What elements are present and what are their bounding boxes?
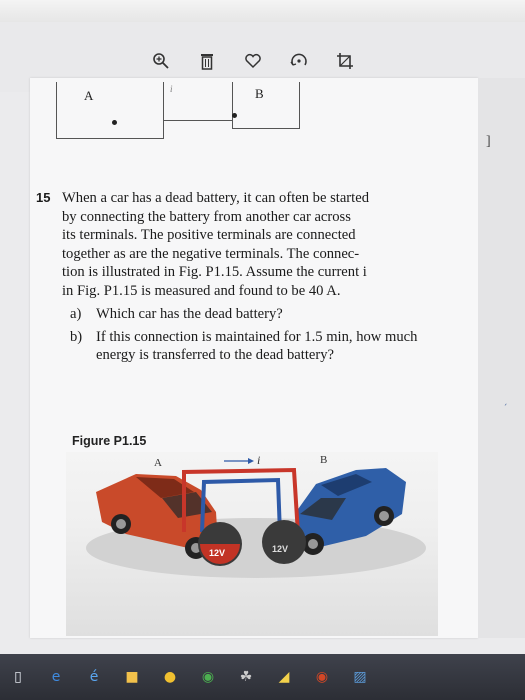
stray-mark: ´	[503, 404, 508, 414]
terminal-dot-a	[112, 120, 117, 125]
powerpoint-icon[interactable]: ◉	[315, 669, 329, 685]
terminal-dot-b	[232, 113, 237, 118]
question-text: If this connection is maintained for 1.5 min, how much energy is transferred to the dead battery?	[96, 328, 418, 363]
text-line: its terminals. The positive terminals are connected	[62, 227, 356, 243]
label-b: B	[255, 86, 264, 101]
question-label: b)	[70, 328, 83, 345]
problem-text	[62, 189, 441, 300]
zoom-in-icon[interactable]	[150, 50, 172, 72]
jump-start-illustration	[66, 452, 438, 636]
app-icon[interactable]: ●	[163, 669, 177, 685]
problem-1-15	[36, 189, 441, 369]
figure-illustration	[66, 452, 438, 636]
battery-right	[262, 520, 306, 564]
questions	[36, 305, 441, 365]
question-text: Which car has the dead battery?	[96, 306, 283, 322]
battery-left-label: 12V	[209, 548, 226, 558]
previous-figure	[52, 82, 302, 142]
crop-icon[interactable]	[334, 50, 356, 72]
current-label: i	[257, 453, 261, 467]
delete-icon[interactable]	[196, 50, 218, 72]
text-line: in Fig. P1.15 is measured and found to be 40 A.	[62, 282, 341, 299]
file-explorer-icon[interactable]: ■	[125, 669, 139, 685]
car-b-label: B	[320, 454, 328, 466]
page-edge-bracket: ]	[486, 134, 491, 149]
ie-icon[interactable]: é	[89, 669, 99, 685]
text-line: When a car has a dead battery, it can often be started	[62, 190, 369, 206]
battery-left	[198, 522, 242, 566]
box-b	[232, 82, 300, 129]
edge-icon[interactable]: e	[51, 669, 61, 685]
paint-icon[interactable]: ☘	[239, 669, 253, 685]
figure-caption: Figure P1.15	[72, 434, 147, 448]
text-line: by connecting the battery from another car across	[62, 208, 351, 225]
share-icon[interactable]	[288, 50, 310, 72]
monitor-bezel	[0, 0, 525, 22]
heart-icon[interactable]	[242, 50, 264, 72]
label-a: A	[84, 88, 94, 103]
problem-number: 15	[36, 190, 51, 205]
toolbar-icons	[150, 50, 356, 72]
task-view-icon[interactable]: ▯	[14, 669, 22, 685]
question-a	[36, 305, 441, 324]
question-b	[36, 328, 441, 365]
text-line: tion is illustrated in Fig. P1.15. Assume the current i	[62, 264, 367, 280]
box-a	[56, 82, 164, 139]
label-i: i	[170, 84, 173, 94]
question-label: a)	[70, 306, 82, 322]
connecting-wire	[163, 120, 233, 121]
app2-icon[interactable]: ◢	[278, 669, 290, 685]
text-line: together as are the negative terminals. The connec-	[62, 245, 360, 262]
window-side-area	[478, 78, 525, 638]
windows-taskbar	[0, 654, 525, 700]
battery-right-label: 12V	[272, 544, 289, 554]
photos-icon[interactable]: ▨	[353, 669, 367, 685]
chrome-icon[interactable]: ◉	[201, 669, 215, 685]
current-arrow-head	[248, 458, 254, 464]
car-a-label: A	[154, 457, 162, 469]
